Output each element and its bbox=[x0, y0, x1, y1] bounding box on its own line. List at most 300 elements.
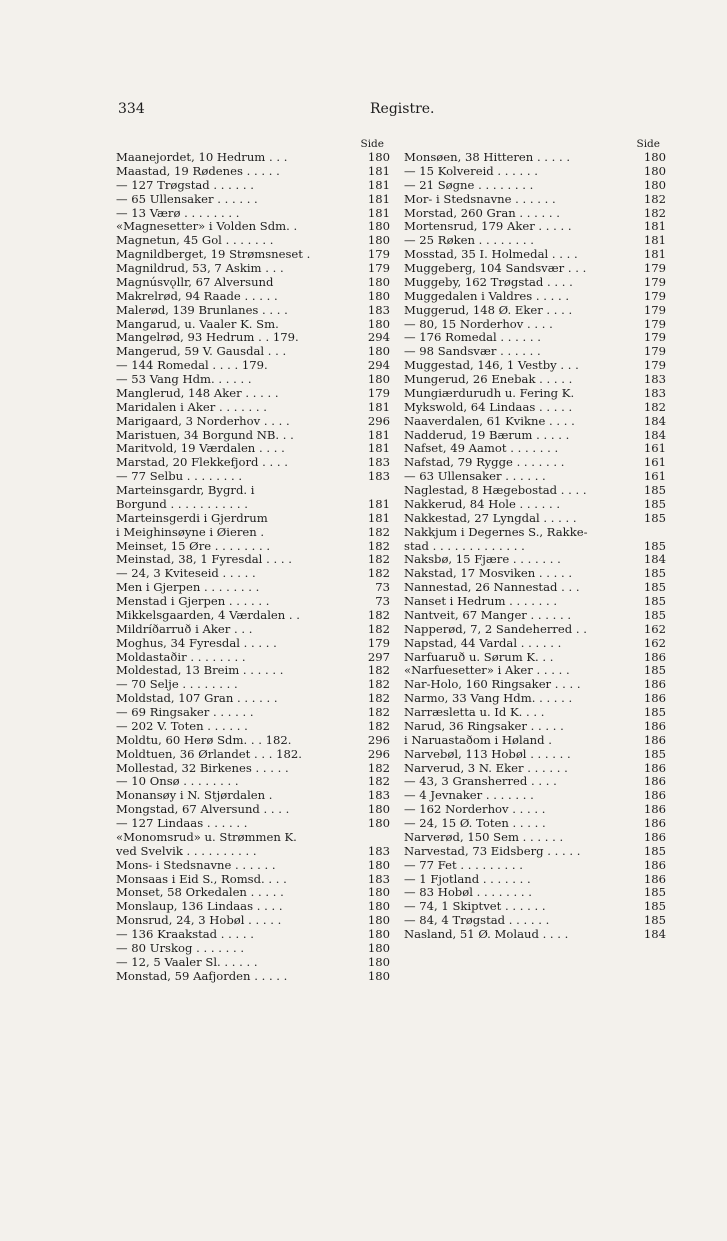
entry-page: 180 bbox=[367, 151, 390, 164]
entry-page: 182 bbox=[367, 775, 390, 789]
entry-page: 179 bbox=[367, 262, 390, 275]
entry-name: Mungerud, 26 Enebak . . . . . bbox=[404, 373, 573, 386]
entry-name: — 77 Fet . . . . . . . . . bbox=[404, 858, 523, 872]
entry-name: Mangelrød, 93 Hedrum . . 179. bbox=[116, 331, 299, 345]
entry-page: 186 bbox=[643, 678, 666, 692]
entry-name: Muggestad, 146, 1 Vestby . . . bbox=[404, 359, 579, 373]
entry-page: 185 bbox=[643, 608, 666, 622]
entry-name: Naglestad, 8 Hægebostad . . . . bbox=[404, 484, 587, 497]
index-entry bbox=[116, 748, 390, 762]
entry-name: Malerød, 139 Brunlanes . . . . bbox=[116, 303, 288, 317]
entry-name: Marteinsgerdi i Gjerdrum bbox=[116, 511, 268, 525]
entry-page: 185 bbox=[643, 886, 666, 900]
index-entry bbox=[404, 498, 666, 512]
index-entry bbox=[404, 276, 666, 290]
index-entry bbox=[404, 567, 666, 581]
index-entry bbox=[116, 845, 390, 859]
entry-name: Nasland, 51 Ø. Molaud . . . . bbox=[404, 928, 569, 941]
entry-page: 182 bbox=[367, 664, 390, 678]
entry-page bbox=[638, 526, 666, 540]
entry-name: — 21 Søgne . . . . . . . . bbox=[404, 178, 534, 192]
index-entry bbox=[116, 359, 390, 373]
entry-page: 183 bbox=[367, 872, 390, 886]
entry-name: Nafstad, 79 Rygge . . . . . . . bbox=[404, 456, 565, 470]
index-entry bbox=[116, 318, 390, 332]
entry-page: 180 bbox=[367, 234, 390, 248]
entry-page: 180 bbox=[367, 914, 390, 928]
entry-name: Menstad i Gjerpen . . . . . . bbox=[116, 595, 270, 608]
entry-name: — 80 Urskog . . . . . . . bbox=[116, 941, 245, 955]
index-entry bbox=[404, 831, 666, 845]
entry-name: — 136 Kraakstad . . . . . bbox=[116, 928, 254, 941]
index-entry bbox=[404, 151, 666, 165]
index-entry bbox=[404, 873, 666, 887]
entry-page: 180 bbox=[367, 928, 390, 941]
entry-page: 296 bbox=[367, 747, 390, 761]
entry-page: 186 bbox=[643, 872, 666, 886]
entry-name: Marigaard, 3 Norderhov . . . . bbox=[116, 414, 290, 428]
entry-page: 183 bbox=[367, 456, 390, 470]
entry-name: Morstad, 260 Gran . . . . . . bbox=[404, 206, 560, 220]
entry-page: 186 bbox=[643, 830, 666, 844]
entry-page: 186 bbox=[643, 817, 666, 830]
entry-name: Narverød, 150 Sem . . . . . . bbox=[404, 830, 564, 844]
index-entry bbox=[404, 553, 666, 567]
entry-page bbox=[362, 831, 390, 845]
entry-page: 182 bbox=[367, 678, 390, 692]
entry-name: Magnetun, 45 Gol . . . . . . . bbox=[116, 234, 274, 248]
entry-page: 183 bbox=[367, 470, 390, 484]
index-entry bbox=[404, 734, 666, 748]
index-entry bbox=[116, 914, 390, 928]
entry-page: 179 bbox=[643, 262, 666, 275]
entry-page: 181 bbox=[643, 234, 666, 248]
index-entry bbox=[116, 165, 390, 179]
entry-name: Magnildrud, 53, 7 Askim . . . bbox=[116, 262, 284, 275]
index-entry bbox=[404, 387, 666, 401]
entry-name: Moldtu, 60 Herø Sdm. . . 182. bbox=[116, 733, 292, 747]
entry-name: «Narfuesetter» i Aker . . . . . bbox=[404, 664, 570, 678]
index-entry bbox=[404, 304, 666, 318]
index-entry bbox=[404, 803, 666, 817]
entry-name: — 1 Fjotland . . . . . . . bbox=[404, 872, 531, 886]
entry-name: Mongstad, 67 Alversund . . . . bbox=[116, 803, 290, 817]
entry-name: Monsaas i Eid S., Romsd. . . . bbox=[116, 872, 287, 886]
index-entry bbox=[116, 720, 390, 734]
entry-name: Monsrud, 24, 3 Hobøl . . . . . bbox=[116, 914, 282, 928]
entry-page: 180 bbox=[643, 151, 666, 164]
entry-page: 180 bbox=[367, 955, 390, 969]
entry-page: 185 bbox=[643, 484, 666, 497]
index-entry bbox=[404, 331, 666, 345]
entry-name: Mons- i Stedsnavne . . . . . . bbox=[116, 858, 276, 872]
entry-name: Monset, 58 Orkedalen . . . . . bbox=[116, 886, 284, 900]
entry-name: Narfuaruð u. Sørum K. . . bbox=[404, 650, 554, 664]
entry-name: — 10 Onsø . . . . . . . . bbox=[116, 775, 239, 789]
index-entry bbox=[404, 484, 666, 498]
entry-page: 185 bbox=[643, 595, 666, 608]
entry-page: 179 bbox=[643, 275, 666, 289]
entry-name: — 15 Kolvereid . . . . . . bbox=[404, 164, 538, 178]
entry-name: — 83 Hobøl . . . . . . . . bbox=[404, 886, 532, 900]
index-entry bbox=[404, 609, 666, 623]
index-entry bbox=[404, 526, 666, 540]
entry-page: 180 bbox=[367, 817, 390, 830]
entry-name: Nakkerud, 84 Hole . . . . . . bbox=[404, 497, 561, 511]
entry-name: Nanset i Hedrum . . . . . . . bbox=[404, 595, 558, 608]
entry-name: Maastad, 19 Rødenes . . . . . bbox=[116, 164, 280, 178]
entry-page: 179 bbox=[643, 289, 666, 303]
index-entry bbox=[116, 429, 390, 443]
index-entry bbox=[116, 734, 390, 748]
index-entry bbox=[404, 775, 666, 789]
entry-page: 297 bbox=[367, 650, 390, 664]
index-entry bbox=[404, 581, 666, 595]
index-entry bbox=[404, 345, 666, 359]
entry-name: — 176 Romedal . . . . . . bbox=[404, 331, 541, 345]
index-entry bbox=[116, 775, 390, 789]
entry-name: Nakstad, 17 Mosviken . . . . . bbox=[404, 567, 573, 581]
index-entry bbox=[116, 859, 390, 873]
entry-page: 294 bbox=[367, 359, 390, 373]
entry-name: Mildríðarruð i Aker . . . bbox=[116, 622, 253, 636]
entry-page: 182 bbox=[367, 761, 390, 775]
entry-page: 296 bbox=[367, 414, 390, 428]
entry-name: — 63 Ullensaker . . . . . . bbox=[404, 470, 546, 484]
index-entry bbox=[116, 692, 390, 706]
entry-name: Moldtuen, 36 Ørlandet . . . 182. bbox=[116, 747, 302, 761]
entry-name: «Monomsrud» u. Strømmen K. bbox=[116, 830, 297, 844]
entry-name: Muggeberg, 104 Sandsvær . . . bbox=[404, 262, 587, 275]
entry-page: 185 bbox=[643, 900, 666, 914]
entry-name: Moldestad, 13 Breim . . . . . . bbox=[116, 664, 284, 678]
page-title: Registre. bbox=[370, 101, 435, 117]
entry-name: Marstad, 20 Flekkefjord . . . . bbox=[116, 456, 288, 470]
entry-page: 181 bbox=[367, 164, 390, 178]
entry-page: 182 bbox=[643, 206, 666, 220]
index-entry bbox=[116, 900, 390, 914]
index-entry bbox=[116, 595, 390, 609]
entry-page: 185 bbox=[643, 567, 666, 581]
index-entry bbox=[404, 637, 666, 651]
entry-page: 186 bbox=[643, 733, 666, 747]
entry-page: 181 bbox=[367, 178, 390, 192]
entry-page: 180 bbox=[367, 803, 390, 817]
entry-name: — 12, 5 Vaaler Sl. . . . . . bbox=[116, 955, 258, 969]
index-entry bbox=[404, 193, 666, 207]
entry-page: 180 bbox=[367, 220, 390, 234]
index-entry bbox=[404, 234, 666, 248]
index-entry bbox=[116, 956, 390, 970]
index-entry bbox=[116, 526, 390, 540]
entry-page: 73 bbox=[375, 581, 390, 595]
entry-page: 182 bbox=[367, 608, 390, 622]
entry-name: Moldastaðir . . . . . . . . bbox=[116, 650, 246, 664]
entry-page: 181 bbox=[367, 511, 390, 525]
index-entry bbox=[116, 928, 390, 942]
entry-page: 181 bbox=[643, 220, 666, 234]
index-entry bbox=[116, 331, 390, 345]
index-entry bbox=[404, 762, 666, 776]
entry-name: Napstad, 44 Vardal . . . . . . bbox=[404, 636, 562, 650]
entry-name: Maritvold, 19 Værdalen . . . . bbox=[116, 442, 285, 456]
entry-page: 179 bbox=[643, 331, 666, 345]
index-entry bbox=[404, 373, 666, 387]
entry-name: Meinset, 15 Øre . . . . . . . . bbox=[116, 539, 271, 553]
entry-page: 180 bbox=[643, 178, 666, 192]
entry-page: 183 bbox=[643, 373, 666, 386]
entry-name: — 127 Lindaas . . . . . . bbox=[116, 817, 248, 830]
entry-page: 185 bbox=[643, 581, 666, 595]
index-entry bbox=[404, 900, 666, 914]
index-entry bbox=[116, 706, 390, 720]
index-entry bbox=[116, 276, 390, 290]
entry-page: 183 bbox=[643, 386, 666, 400]
entry-name: Narverud, 3 N. Eker . . . . . . bbox=[404, 761, 568, 775]
entry-name: Narvestad, 73 Eidsberg . . . . . bbox=[404, 844, 581, 858]
entry-page: 186 bbox=[643, 719, 666, 733]
index-entry bbox=[116, 290, 390, 304]
entry-name: Nantveit, 67 Manger . . . . . . bbox=[404, 608, 572, 622]
entry-page: 182 bbox=[643, 192, 666, 206]
entry-page: 182 bbox=[367, 525, 390, 539]
entry-page: 180 bbox=[367, 900, 390, 914]
index-entry bbox=[404, 470, 666, 484]
entry-page: 182 bbox=[367, 539, 390, 553]
entry-page: 179 bbox=[643, 317, 666, 331]
index-entry bbox=[404, 706, 666, 720]
entry-name: Moghus, 34 Fyresdal . . . . . bbox=[116, 636, 277, 650]
entry-name: Narræsletta u. Id K. . . . bbox=[404, 706, 545, 719]
entry-name: Nar-Holo, 160 Ringsaker . . . . bbox=[404, 678, 581, 692]
index-entry bbox=[116, 262, 390, 276]
entry-page: 181 bbox=[367, 206, 390, 220]
entry-name: — 24, 15 Ø. Toten . . . . . bbox=[404, 817, 546, 830]
index-entry bbox=[404, 720, 666, 734]
entry-name: Magnúsvǫllr, 67 Alversund bbox=[116, 275, 274, 289]
entry-name: Napperød, 7, 2 Sandeherred . . bbox=[404, 622, 587, 636]
index-entry bbox=[116, 651, 390, 665]
index-entry bbox=[116, 970, 390, 984]
entry-page: 185 bbox=[643, 706, 666, 719]
entry-page: 181 bbox=[367, 192, 390, 206]
index-entry bbox=[116, 623, 390, 637]
right-column bbox=[404, 137, 666, 942]
entry-page: 186 bbox=[643, 692, 666, 706]
entry-page: 180 bbox=[367, 886, 390, 900]
left-column bbox=[116, 137, 390, 984]
entry-page: 161 bbox=[643, 442, 666, 456]
entry-page: 180 bbox=[367, 275, 390, 289]
index-entry bbox=[404, 845, 666, 859]
entry-name: — 127 Trøgstad . . . . . . bbox=[116, 178, 254, 192]
entry-name: Naksbø, 15 Fjære . . . . . . . bbox=[404, 553, 561, 567]
entry-name: — 144 Romedal . . . . 179. bbox=[116, 359, 268, 373]
entry-page: 181 bbox=[367, 428, 390, 442]
entry-page: 182 bbox=[643, 400, 666, 414]
index-entry bbox=[116, 873, 390, 887]
index-entry bbox=[404, 207, 666, 221]
entry-name: Marteinsgardr, Bygrd. i bbox=[116, 484, 255, 497]
entry-page: 179 bbox=[643, 303, 666, 317]
entry-name: — 202 V. Toten . . . . . . bbox=[116, 719, 248, 733]
entry-page: 184 bbox=[643, 428, 666, 442]
index-entry bbox=[116, 234, 390, 248]
entry-page: 186 bbox=[643, 789, 666, 803]
entry-name: — 162 Norderhov . . . . . bbox=[404, 803, 546, 817]
entry-name: Narud, 36 Ringsaker . . . . . bbox=[404, 719, 564, 733]
entry-name: Makrelrød, 94 Raade . . . . . bbox=[116, 289, 278, 303]
entry-name: Mungiærdurudh u. Fering K. bbox=[404, 386, 575, 400]
entry-name: Moldstad, 107 Gran . . . . . . bbox=[116, 692, 278, 706]
entry-name: Narmo, 33 Vang Hdm. . . . . . bbox=[404, 692, 573, 706]
index-entry bbox=[116, 456, 390, 470]
index-entry bbox=[116, 886, 390, 900]
entry-page: 180 bbox=[367, 317, 390, 331]
index-entry bbox=[404, 623, 666, 637]
index-entry bbox=[116, 415, 390, 429]
index-entry bbox=[404, 928, 666, 942]
index-entry bbox=[404, 442, 666, 456]
index-entry bbox=[404, 248, 666, 262]
index-entry bbox=[404, 859, 666, 873]
entry-name: Meinstad, 38, 1 Fyresdal . . . . bbox=[116, 553, 292, 567]
entry-name: i Naruastaðom i Høland . bbox=[404, 733, 552, 747]
index-entry bbox=[116, 498, 390, 512]
entry-name: Narvebøl, 113 Hobøl . . . . . . bbox=[404, 747, 571, 761]
entry-name: Naaverdalen, 61 Kvikne . . . . bbox=[404, 414, 575, 428]
entry-page: 180 bbox=[367, 373, 390, 386]
index-entry bbox=[116, 512, 390, 526]
entry-name: Monstad, 59 Aafjorden . . . . . bbox=[116, 969, 288, 983]
entry-name: Maanejordet, 10 Hedrum . . . bbox=[116, 151, 288, 164]
entry-page: 181 bbox=[367, 400, 390, 414]
entry-page: 161 bbox=[643, 456, 666, 470]
entry-page: 162 bbox=[643, 636, 666, 650]
index-entry bbox=[404, 262, 666, 276]
entry-page: 182 bbox=[367, 567, 390, 581]
entry-name: — 98 Sandsvær . . . . . . bbox=[404, 345, 541, 359]
entry-name: Mortensrud, 179 Aker . . . . . bbox=[404, 220, 572, 234]
entry-page: 185 bbox=[643, 664, 666, 678]
entry-page: 185 bbox=[643, 844, 666, 858]
index-entry bbox=[116, 540, 390, 554]
entry-name: — 13 Værø . . . . . . . . bbox=[116, 206, 240, 220]
entry-name: Monslaup, 136 Lindaas . . . . bbox=[116, 900, 283, 914]
entry-name: stad . . . . . . . . . . . . . bbox=[404, 539, 525, 553]
entry-page: 180 bbox=[643, 164, 666, 178]
entry-page: 179 bbox=[367, 636, 390, 650]
entry-page: 179 bbox=[367, 248, 390, 262]
entry-name: — 70 Selje . . . . . . . . bbox=[116, 678, 238, 692]
entry-name: — 80, 15 Norderhov . . . . bbox=[404, 317, 553, 331]
index-entry bbox=[116, 442, 390, 456]
index-entry bbox=[404, 179, 666, 193]
entry-page: 162 bbox=[643, 622, 666, 636]
entry-page: 184 bbox=[643, 414, 666, 428]
side-column-label: Side bbox=[636, 138, 660, 150]
entry-name: — 25 Røken . . . . . . . . bbox=[404, 234, 534, 248]
entry-list-right bbox=[404, 151, 666, 942]
entry-name: ved Svelvik . . . . . . . . . . bbox=[116, 844, 257, 858]
entry-page: 185 bbox=[643, 747, 666, 761]
entry-page: 186 bbox=[643, 803, 666, 817]
index-entry bbox=[404, 415, 666, 429]
entry-page: 186 bbox=[643, 650, 666, 664]
entry-name: Muggedalen i Valdres . . . . . bbox=[404, 289, 570, 303]
entry-page: 185 bbox=[643, 497, 666, 511]
index-entry bbox=[404, 817, 666, 831]
index-entry bbox=[116, 831, 390, 845]
entry-name: — 77 Selbu . . . . . . . . bbox=[116, 470, 243, 484]
entry-name: Mangerud, 59 V. Gausdal . . . bbox=[116, 345, 287, 359]
entry-name: Mosstad, 35 I. Holmedal . . . . bbox=[404, 248, 578, 262]
entry-list-left bbox=[116, 151, 390, 984]
index-entry bbox=[116, 401, 390, 415]
index-entry bbox=[404, 318, 666, 332]
index-entry bbox=[404, 456, 666, 470]
entry-name: Monansøy i N. Stjørdalen . bbox=[116, 789, 273, 803]
index-entry bbox=[116, 193, 390, 207]
index-entry bbox=[116, 345, 390, 359]
entry-page: 185 bbox=[643, 539, 666, 553]
entry-page: 182 bbox=[367, 553, 390, 567]
entry-page: 180 bbox=[367, 289, 390, 303]
index-entry bbox=[116, 373, 390, 387]
entry-page: 184 bbox=[643, 553, 666, 567]
entry-name: Mykswold, 64 Lindaas . . . . . bbox=[404, 400, 573, 414]
entry-page: 73 bbox=[375, 595, 390, 608]
index-entry bbox=[116, 387, 390, 401]
index-entry bbox=[404, 220, 666, 234]
entry-page: 185 bbox=[643, 914, 666, 928]
entry-name: Muggerud, 148 Ø. Eker . . . . bbox=[404, 303, 573, 317]
entry-page: 181 bbox=[367, 442, 390, 456]
entry-name: Muggeby, 162 Trøgstad . . . . bbox=[404, 275, 573, 289]
index-entry bbox=[404, 540, 666, 554]
entry-name: — 53 Vang Hdm. . . . . . bbox=[116, 373, 252, 386]
index-entry bbox=[404, 789, 666, 803]
entry-name: Mangarud, u. Vaaler K. Sm. bbox=[116, 317, 279, 331]
entry-page: 181 bbox=[367, 497, 390, 511]
entry-name: Mollestad, 32 Birkenes . . . . . bbox=[116, 761, 289, 775]
entry-page: 161 bbox=[643, 470, 666, 484]
index-entry bbox=[116, 789, 390, 803]
index-entry bbox=[404, 595, 666, 609]
entry-page: 294 bbox=[367, 331, 390, 345]
entry-page: 184 bbox=[643, 928, 666, 941]
index-entry bbox=[116, 803, 390, 817]
index-entry bbox=[404, 512, 666, 526]
index-entry bbox=[116, 817, 390, 831]
index-entry bbox=[116, 470, 390, 484]
index-entry bbox=[404, 692, 666, 706]
entry-name: Monsøen, 38 Hitteren . . . . . bbox=[404, 151, 571, 164]
index-entry bbox=[116, 248, 390, 262]
index-entry bbox=[404, 651, 666, 665]
index-entry bbox=[116, 220, 390, 234]
index-entry bbox=[404, 914, 666, 928]
page-number: 334 bbox=[118, 101, 145, 117]
index-entry bbox=[116, 609, 390, 623]
index-entry bbox=[404, 429, 666, 443]
index-entry bbox=[404, 678, 666, 692]
index-entry bbox=[404, 165, 666, 179]
entry-page: 183 bbox=[367, 303, 390, 317]
entry-name: Manglerud, 148 Aker . . . . . bbox=[116, 386, 279, 400]
entry-name: Maridalen i Aker . . . . . . . bbox=[116, 400, 267, 414]
page-header bbox=[118, 101, 638, 121]
